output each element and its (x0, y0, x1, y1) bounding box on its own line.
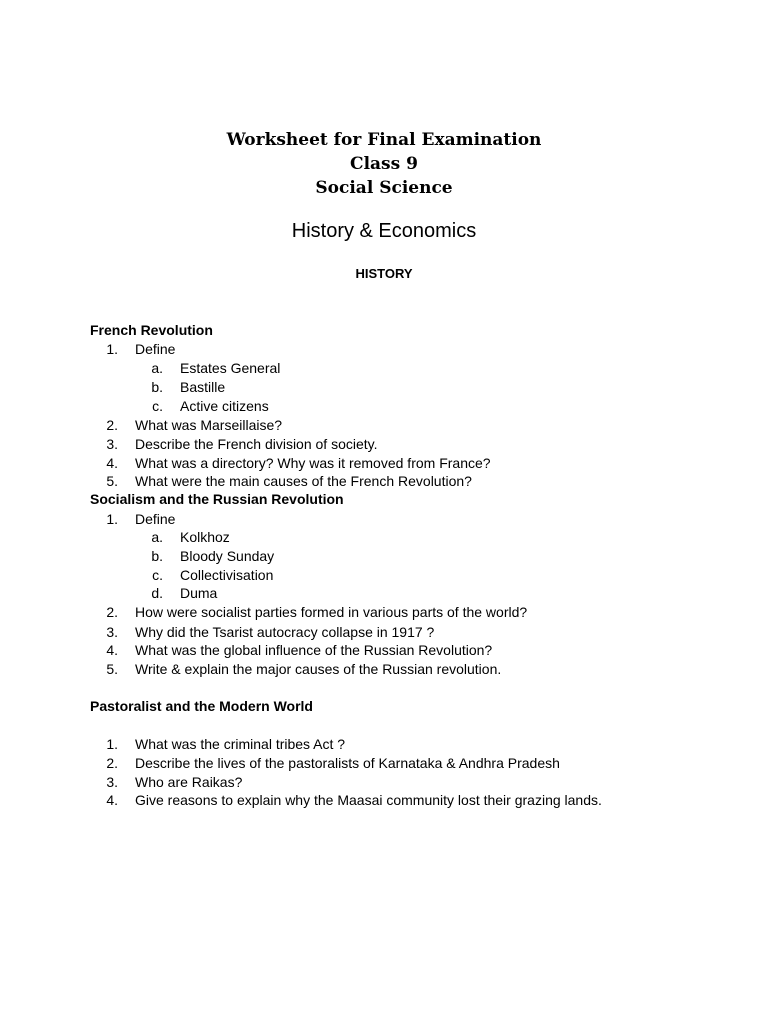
item-text: Why did the Tsarist autocracy collapse in 1917 ? (135, 624, 435, 640)
item-number: 2. (106, 604, 118, 620)
item-number: 3. (106, 624, 118, 640)
sub-item-letter: b. (151, 548, 163, 564)
sub-item-text: Estates General (180, 360, 281, 376)
sub-item-text: Collectivisation (180, 567, 274, 583)
sub-item-letter: a. (151, 360, 163, 376)
item-number: 4. (106, 455, 118, 471)
item-text: Describe the French division of society. (135, 436, 378, 452)
item-number: 4. (106, 642, 118, 658)
item-number: 2. (106, 755, 118, 771)
item-number: 1. (106, 511, 118, 527)
sub-item-text: Duma (180, 585, 218, 601)
item-number: 4. (106, 792, 118, 808)
item-number: 5. (106, 473, 118, 489)
item-text: What were the main causes of the French Revolution? (135, 473, 472, 489)
sub-item-text: Bloody Sunday (180, 548, 275, 564)
section-title-pastoralist: Pastoralist and the Modern World (90, 698, 313, 714)
item-number: 1. (106, 736, 118, 752)
item-text: Define (135, 511, 176, 527)
subtitle: History & Economics (291, 220, 477, 242)
class-label: Class 9 (350, 154, 418, 174)
item-text: Give reasons to explain why the Maasai community lost their grazing lands. (135, 792, 602, 808)
item-text: What was a directory? Why was it removed from France? (135, 455, 491, 471)
sub-item-letter: b. (151, 379, 163, 395)
item-number: 1. (106, 341, 118, 357)
item-text: What was Marseillaise? (135, 417, 283, 433)
item-number: 5. (106, 661, 118, 677)
item-text: Define (135, 341, 176, 357)
section-title-french-revolution: French Revolution (90, 322, 213, 338)
section-title-russian-revolution: Socialism and the Russian Revolution (90, 491, 344, 507)
part-heading: HISTORY (355, 266, 413, 281)
item-text: Describe the lives of the pastoralists of Karnataka & Andhra Pradesh (135, 755, 560, 771)
sub-item-text: Kolkhoz (180, 529, 230, 545)
subject-label: Social Science (315, 178, 453, 198)
sub-item-letter: c. (152, 567, 163, 583)
item-number: 2. (106, 417, 118, 433)
item-number: 3. (106, 436, 118, 452)
sub-item-letter: a. (151, 529, 163, 545)
item-text: Who are Raikas? (135, 774, 243, 790)
sub-item-text: Active citizens (180, 398, 269, 414)
item-text: What was the global influence of the Russian Revolution? (135, 642, 493, 658)
sub-item-letter: d. (151, 585, 163, 601)
item-text: What was the criminal tribes Act ? (135, 736, 346, 752)
worksheet-title: Worksheet for Final Examination (226, 130, 542, 150)
item-text: Write & explain the major causes of the Russian revolution. (135, 661, 502, 677)
sub-item-letter: c. (152, 398, 163, 414)
item-text: How were socialist parties formed in various parts of the world? (135, 604, 528, 620)
item-number: 3. (106, 774, 118, 790)
sub-item-text: Bastille (180, 379, 226, 395)
